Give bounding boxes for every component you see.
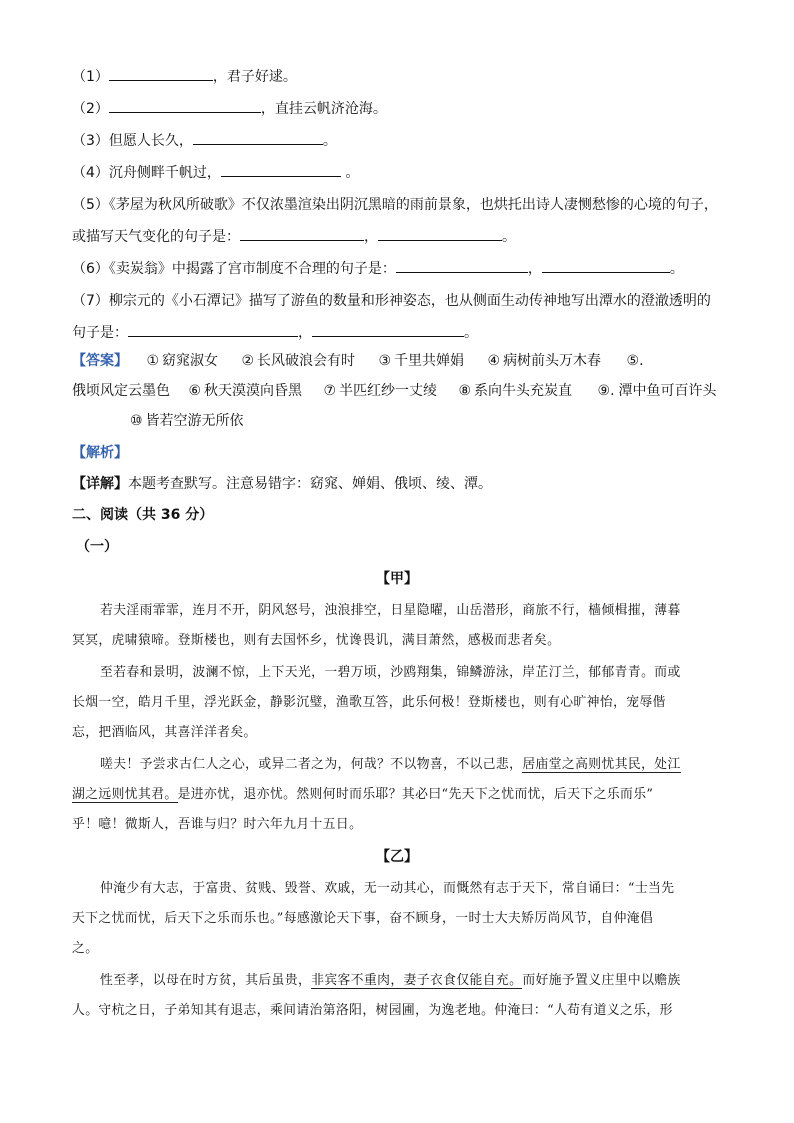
question-text: ， — [364, 229, 378, 245]
jia-text: 嗟夫！予尝求古仁人之心，或异二者之为，何哉？不以物喜，不以己悲， — [100, 757, 523, 772]
analysis-tag: 【解析】 — [72, 445, 128, 461]
answer-num: ⑥ — [188, 383, 202, 399]
analysis-label — [72, 442, 722, 464]
detail-text: 本题考查默写。注意易错字：窈窕、婵娟、俄顷、绫、潭。 — [128, 476, 492, 492]
subsection-title: （一） — [76, 539, 118, 555]
yi-line-underlined — [100, 970, 750, 992]
yi-line: 人。守杭之日，子弟知其有退志，乘间请治第洛阳，树园圃，为逸老地。仲淹曰：“人苟有道义之乐，形 — [72, 1003, 673, 1018]
question-7-line1: （7）柳宗元的《小石潭记》描写了游鱼的数量和形神姿态，也从侧面生动传神地写出潭水的澄澈透明的 — [72, 293, 711, 309]
answer-blank[interactable] — [542, 258, 670, 273]
answer-num: ④ — [487, 353, 501, 369]
answer-text: 潭中鱼可百许头 — [618, 383, 717, 399]
question-text: ，君子好逑。 — [212, 69, 297, 85]
answer-line2 — [72, 380, 722, 402]
jia-line: 至若春和景明，波澜不惊，上下天光，一碧万顷，沙鸥翔集，锦鳞游泳，岸芷汀兰，郁郁青青。而或 — [100, 665, 681, 680]
jia-paragraph3-line3: 乎！噫！微斯人，吾谁与归？时六年九月十五日。 — [72, 817, 363, 832]
jia-paragraph3-line2 — [72, 784, 722, 806]
detail-line — [72, 473, 722, 495]
answer-blank[interactable] — [312, 322, 464, 337]
answer-num: ② — [241, 353, 255, 369]
answer-text: 半匹红纱一丈绫 — [339, 383, 438, 399]
passage-yi-title: 【乙】 — [376, 849, 418, 865]
answer-text: 秋天漠漠向昏黑 — [204, 383, 303, 399]
yi-line: 之。 — [72, 941, 99, 956]
answer-blank[interactable] — [109, 66, 213, 81]
answer-blank[interactable] — [128, 322, 298, 337]
answer-trail: . — [639, 353, 644, 369]
answer-text: 病树前头万木春 — [503, 353, 602, 369]
answer-num: ③ — [378, 353, 392, 369]
jia-line: 忘，把酒临风，其喜洋洋者矣。 — [72, 725, 257, 740]
question-6 — [72, 258, 722, 280]
answer-num: ⑤ — [626, 353, 640, 369]
answer-blank[interactable] — [378, 226, 502, 241]
question-7-line2 — [72, 322, 722, 344]
question-2 — [72, 98, 722, 120]
question-prefix: （1） — [72, 69, 109, 85]
question-text: 。 — [502, 229, 516, 245]
question-1 — [72, 66, 722, 88]
answer-text: 千里共婵娟 — [394, 353, 465, 369]
question-text: ，直挂云帆济沧海。 — [260, 101, 387, 117]
question-text: ， — [527, 261, 542, 277]
jia-line: 冥冥，虎啸猿啼。登斯楼也，则有去国怀乡，忧谗畏讥，满目萧然，感极而悲者矣。 — [72, 633, 561, 648]
jia-underlined: 湖之远则忧其君。 — [72, 787, 178, 802]
question-text: ， — [298, 325, 312, 341]
answer-blank[interactable] — [396, 258, 528, 273]
yi-text: 性至孝，以母在时方贫，其后虽贵， — [100, 973, 312, 988]
answer-blank[interactable] — [240, 226, 364, 241]
jia-line: 若夫淫雨霏霏，连月不开，阴风怒号，浊浪排空，日星隐曜，山岳潜形，商旅不行，樯倾楫摧，薄暮 — [100, 603, 681, 618]
question-text: 。 — [464, 325, 478, 341]
question-prefix: （3）但愿人长久， — [72, 133, 193, 149]
answer-line1 — [72, 350, 722, 372]
answer-text: 皆若空游无所依 — [145, 413, 244, 429]
question-5-line1: （5）《茅屋为秋风所破歌》不仅浓墨渲染出阴沉黑暗的雨前景象，也烘托出诗人凄恻愁惨的心境的句子， — [72, 197, 718, 213]
answer-num: ⑩ — [130, 413, 143, 429]
question-5-line2 — [72, 226, 722, 248]
answer-num: ① — [146, 353, 160, 369]
answer-num: ⑧ — [458, 383, 472, 399]
answer-blank[interactable] — [109, 98, 261, 113]
question-prefix: 句子是： — [72, 325, 128, 341]
yi-text: 而好施予置义庄里中以赡族 — [522, 973, 681, 988]
question-prefix: （4）沉舟侧畔千帆过， — [72, 165, 221, 181]
answer-trail: . — [610, 383, 615, 399]
answer-text: 系向牛头充炭直 — [474, 383, 573, 399]
question-prefix: （2） — [72, 101, 109, 117]
section-title: 二、阅读（共 36 分） — [72, 507, 214, 523]
question-prefix: 或描写天气变化的句子是： — [72, 229, 240, 245]
question-prefix: （6）《卖炭翁》中揭露了宫市制度不合理的句子是： — [72, 261, 396, 277]
answer-label: 【答案】 — [72, 353, 128, 369]
jia-underlined: 居庙堂之高则忧其民，处江 — [522, 757, 681, 772]
answer-num: ⑨ — [597, 383, 611, 399]
question-3 — [72, 130, 722, 152]
jia-line: 长烟一空，皓月千里，浮光跃金，静影沉璧，渔歌互答，此乐何极！登斯楼也，则有心旷神怡，宠辱偕 — [72, 695, 666, 710]
question-text: 。 — [322, 133, 337, 149]
question-text: 。 — [669, 261, 684, 277]
jia-paragraph3-line1 — [100, 754, 750, 776]
answer-blank[interactable] — [193, 130, 323, 145]
question-text: 。 — [340, 165, 360, 181]
detail-label: 【详解】 — [72, 476, 128, 492]
answer-blank[interactable] — [221, 162, 341, 177]
question-4 — [72, 162, 722, 184]
yi-line: 仲淹少有大志，于富贵、贫贱、毁誉、欢戚，无一动其心，而慨然有志于天下，常自诵曰：“士当先 — [100, 881, 675, 896]
passage-jia-title: 【甲】 — [376, 571, 418, 587]
answer-text: 长风破浪会有时 — [257, 353, 356, 369]
answer-line3 — [72, 410, 722, 432]
yi-line: 天下之忧而忧，后天下之乐而乐也。”每感激论天下事，奋不顾身，一时士大夫矫厉尚风节，自仲淹倡 — [72, 911, 654, 926]
answer-text: 窈窕淑女 — [162, 353, 219, 369]
answer-text: 俄顷风定云墨色 — [72, 383, 170, 399]
yi-underlined: 非宾客不重肉，妻子衣食仅能自充。 — [311, 973, 523, 988]
answer-num: ⑦ — [323, 383, 337, 399]
jia-text: 是进亦忧，退亦忧。然则何时而乐耶？其必曰“先天下之忧而忧，后天下之乐而乐” — [177, 787, 654, 802]
